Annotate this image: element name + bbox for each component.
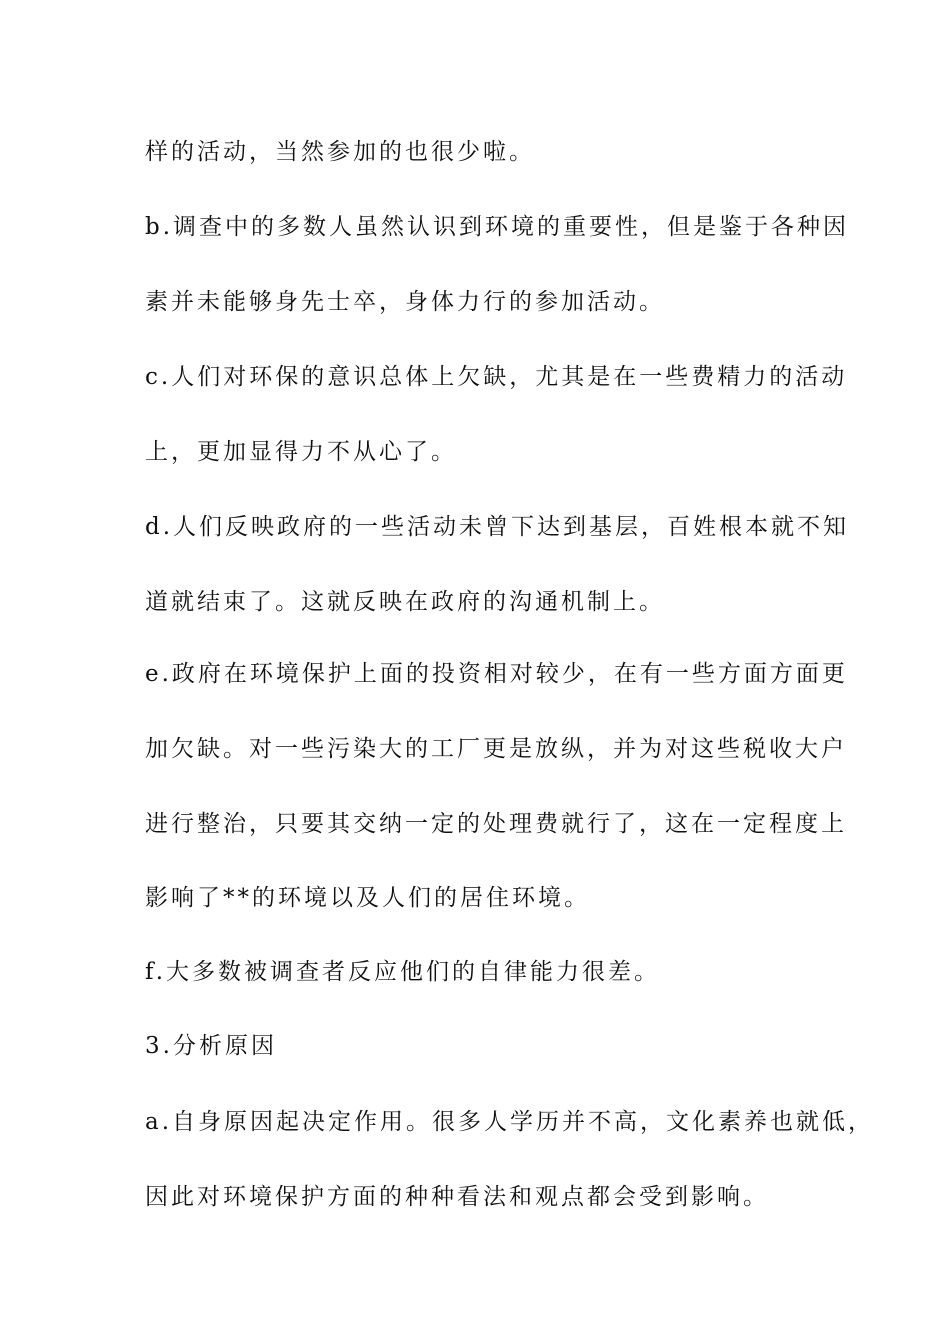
text-line: 道就结束了。这就反映在政府的沟通机制上。 [145,589,665,615]
section-heading: 3.分析原因 [145,1033,277,1059]
text-line: e.政府在环境保护上面的投资相对较少，在有一些方面方面更 [145,661,848,687]
text-line: 上，更加显得力不从心了。 [145,439,457,465]
text-line: a.自身原因起决定作用。很多人学历并不高，文化素养也就低， [145,1109,875,1135]
text-line: 素并未能够身先士卒，身体力行的参加活动。 [145,289,665,315]
text-line: f.大多数被调查者反应他们的自律能力很差。 [145,959,661,985]
text-line: c.人们对环保的意识总体上欠缺，尤其是在一些费精力的活动 [145,364,848,390]
text-line: 因此对环境保护方面的种种看法和观点都会受到影响。 [145,1184,769,1210]
text-line: 样的活动，当然参加的也很少啦。 [145,139,535,165]
text-line: 加欠缺。对一些污染大的工厂更是放纵，并为对这些税收大户 [145,736,847,762]
text-line: d.人们反映政府的一些活动未曾下达到基层，百姓根本就不知 [145,514,850,540]
text-line: 影响了**的环境以及人们的居住环境。 [145,885,590,911]
text-line: b.调查中的多数人虽然认识到环境的重要性，但是鉴于各种因 [145,214,850,240]
text-line: 进行整治，只要其交纳一定的处理费就行了，这在一定程度上 [145,811,847,837]
